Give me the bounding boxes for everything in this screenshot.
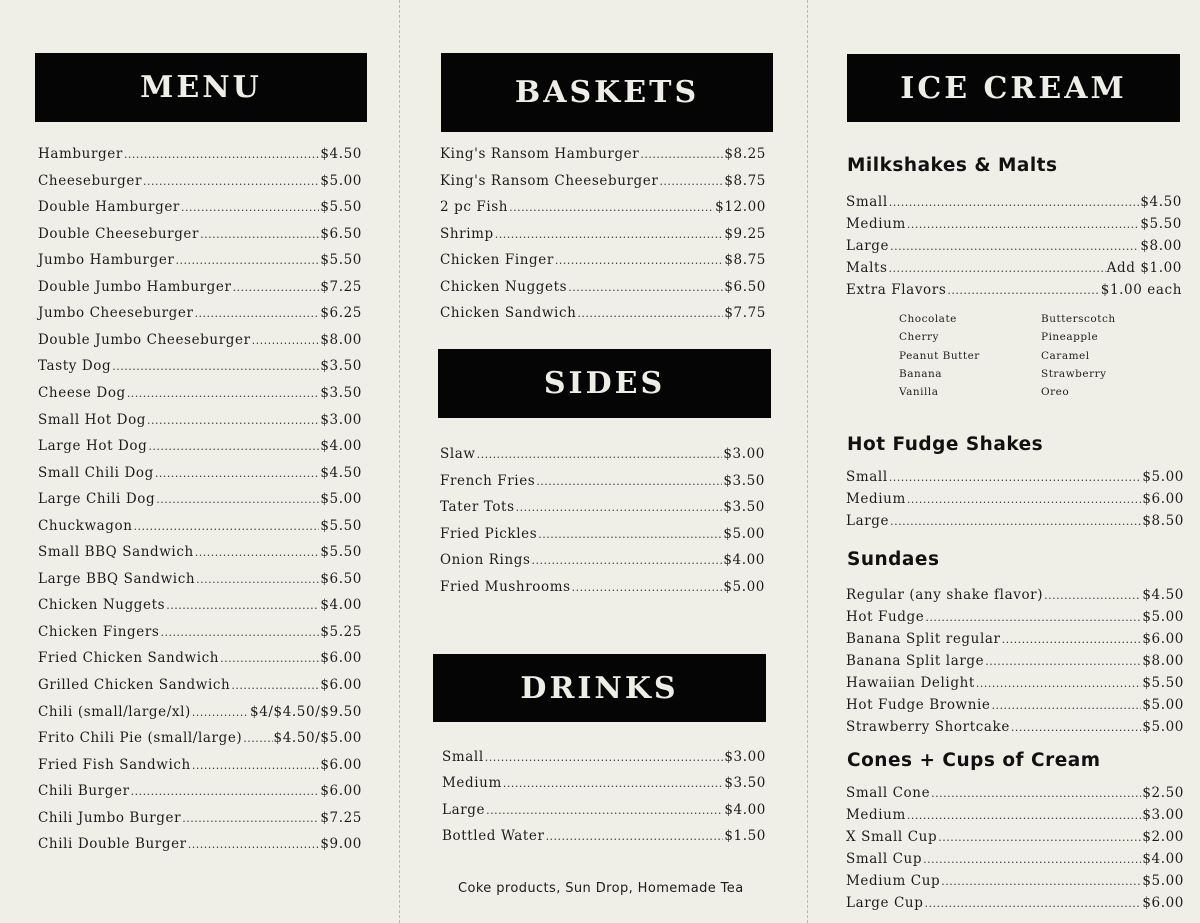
- item-name: Malts: [846, 260, 888, 276]
- dot-leader: [532, 554, 723, 567]
- item-name: King's Ransom Cheeseburger: [440, 172, 659, 189]
- item-price: $12.00: [715, 199, 766, 215]
- item-name: Large Hot Dog: [38, 438, 148, 455]
- item-name: 2 pc Fish: [440, 199, 509, 215]
- item-name: Grilled Chicken Sandwich: [38, 677, 231, 693]
- list-item: [38, 836, 362, 852]
- menu-title: MENU: [140, 70, 262, 105]
- item-price: $3.50: [320, 358, 362, 375]
- dot-leader: [640, 148, 723, 161]
- item-price: $3.00: [320, 411, 362, 428]
- item-name: Small: [846, 194, 888, 210]
- list-item: [38, 199, 362, 215]
- dot-leader: [220, 652, 319, 665]
- item-price: $5.00: [723, 578, 765, 595]
- dot-leader: [485, 751, 724, 764]
- list-item: [38, 385, 362, 401]
- item-name: Fried Pickles: [440, 525, 538, 542]
- dot-leader: [124, 148, 319, 161]
- item-price: $4.50: [320, 146, 362, 162]
- list-item: [38, 677, 362, 693]
- dot-leader: [923, 853, 1141, 866]
- item-price: $4.00: [1142, 851, 1184, 867]
- item-price: $3.00: [724, 749, 766, 765]
- flavor-item: Oreo: [1041, 386, 1070, 399]
- item-price: $7.75: [724, 305, 766, 321]
- item-name: Jumbo Hamburger: [38, 252, 175, 269]
- dot-leader: [931, 787, 1141, 800]
- ice-cream-title: ICE CREAM: [900, 70, 1127, 106]
- dot-leader: [924, 897, 1141, 910]
- flavor-item: Butterscotch: [1041, 313, 1116, 325]
- dot-leader: [503, 777, 723, 790]
- item-name: Cheeseburger: [38, 172, 142, 189]
- list-item: [440, 173, 766, 189]
- item-price: $7.25: [320, 809, 362, 826]
- item-name: Hot Fudge: [846, 609, 925, 625]
- item-price: $6.25: [320, 305, 362, 322]
- list-item: [440, 473, 765, 489]
- list-item: [38, 810, 362, 826]
- dot-leader: [127, 387, 320, 400]
- dot-leader: [192, 759, 320, 772]
- sides-title: SIDES: [543, 366, 666, 401]
- item-name: Jumbo Cheeseburger: [38, 305, 194, 322]
- item-price: $3.50: [724, 775, 766, 792]
- item-price: $5.50: [320, 252, 362, 269]
- item-price: $6.00: [1142, 631, 1184, 647]
- item-name: Small BBQ Sandwich: [38, 544, 194, 561]
- drinks-banner: [433, 654, 766, 722]
- list-item: [440, 526, 765, 542]
- list-item: [846, 697, 1184, 713]
- item-name: Fried Chicken Sandwich: [38, 650, 220, 667]
- dot-leader: [243, 732, 272, 745]
- item-name: Hot Fudge Brownie: [846, 697, 991, 713]
- item-name: Small Chili Dog: [38, 464, 154, 481]
- item-name: Large: [442, 801, 486, 818]
- item-name: Frito Chili Pie (small/large): [38, 730, 243, 747]
- item-price: $4.50: [1142, 587, 1184, 603]
- item-name: Extra Flavors: [846, 282, 947, 298]
- dot-leader: [509, 201, 714, 214]
- item-name: Small: [442, 749, 484, 765]
- item-name: Strawberry Shortcake: [846, 719, 1010, 735]
- item-price: $1.00 each: [1100, 282, 1182, 298]
- baskets-banner: [441, 53, 773, 132]
- item-name: Double Jumbo Hamburger: [38, 278, 232, 295]
- item-name: Small: [846, 469, 888, 485]
- list-item: [846, 282, 1182, 298]
- list-item: [846, 194, 1182, 210]
- dot-leader: [195, 307, 320, 320]
- item-name: Chicken Sandwich: [440, 305, 577, 321]
- column-divider-left: [399, 0, 400, 923]
- item-price: $6.00: [320, 783, 362, 800]
- dot-leader: [546, 830, 724, 843]
- item-price: $4.00: [320, 438, 362, 455]
- drinks-title: DRINKS: [520, 670, 679, 706]
- item-price: $9.00: [320, 836, 362, 853]
- dot-leader: [907, 218, 1139, 231]
- list-item: [38, 650, 362, 666]
- dot-leader: [1011, 721, 1141, 734]
- dot-leader: [200, 228, 319, 241]
- list-item: [846, 216, 1182, 232]
- item-price: $6.00: [320, 677, 362, 693]
- item-price: Add $1.00: [1106, 260, 1182, 276]
- list-item: [846, 785, 1184, 801]
- flavor-item: Caramel: [1041, 349, 1090, 362]
- dot-leader: [166, 599, 319, 612]
- list-item: [846, 260, 1182, 276]
- item-price: $6.50: [320, 225, 362, 242]
- item-price: $3.50: [723, 499, 765, 515]
- dot-leader: [890, 240, 1139, 253]
- item-price: $4/$4.50/$9.50: [250, 703, 362, 720]
- milkshakes-heading: Milkshakes & Malts: [847, 155, 1058, 176]
- item-price: $5.25: [320, 623, 362, 640]
- ice-cream-banner: [847, 54, 1180, 122]
- dot-leader: [659, 175, 723, 188]
- item-name: Hawaiian Delight: [846, 675, 975, 691]
- dot-leader: [188, 838, 320, 851]
- list-item: [38, 624, 362, 640]
- list-item: [440, 199, 766, 215]
- dot-leader: [889, 471, 1142, 484]
- item-price: $4.50: [320, 464, 362, 481]
- list-item: [440, 579, 765, 595]
- dot-leader: [233, 281, 320, 294]
- dot-leader: [147, 414, 319, 427]
- dot-leader: [536, 475, 722, 488]
- dot-leader: [175, 254, 319, 267]
- dot-leader: [112, 360, 319, 373]
- dot-leader: [572, 581, 723, 594]
- list-item: [38, 173, 362, 189]
- dot-leader: [568, 281, 723, 294]
- item-name: Hamburger: [38, 146, 123, 162]
- dot-leader: [160, 626, 319, 639]
- list-item: [846, 873, 1184, 889]
- item-name: Cheese Dog: [38, 384, 126, 401]
- item-price: $5.50: [320, 544, 362, 561]
- item-name: Double Hamburger: [38, 199, 180, 216]
- item-price: $5.00: [320, 172, 362, 189]
- list-item: [440, 252, 766, 268]
- dot-leader: [1002, 633, 1142, 646]
- item-name: Chicken Fingers: [38, 623, 160, 640]
- dot-leader: [992, 699, 1142, 712]
- item-name: Chili Burger: [38, 783, 130, 800]
- item-price: $6.00: [320, 650, 362, 667]
- item-price: $5.00: [1142, 873, 1184, 889]
- item-name: Chili Jumbo Burger: [38, 809, 182, 826]
- item-price: $3.50: [320, 384, 362, 401]
- item-name: Small Cup: [846, 851, 923, 867]
- list-item: [440, 305, 766, 321]
- item-name: Regular (any shake flavor): [846, 587, 1044, 603]
- dot-leader: [538, 528, 722, 541]
- item-price: $9.25: [724, 225, 766, 242]
- list-item: [38, 544, 362, 560]
- item-price: $3.00: [723, 446, 765, 462]
- list-item: [38, 571, 362, 587]
- dot-leader: [156, 493, 319, 506]
- column-divider-right: [807, 0, 808, 923]
- list-item: [846, 807, 1184, 823]
- item-price: $8.50: [1142, 513, 1184, 529]
- dot-leader: [231, 679, 319, 692]
- item-name: Chicken Nuggets: [440, 278, 568, 295]
- item-name: Chicken Nuggets: [38, 597, 166, 614]
- list-item: [38, 252, 362, 268]
- dot-leader: [148, 440, 319, 453]
- item-price: $6.00: [1142, 491, 1184, 507]
- flavor-item: Peanut Butter: [899, 349, 980, 362]
- sides-banner: [438, 349, 771, 418]
- list-item: [846, 851, 1184, 867]
- item-name: Bottled Water: [442, 827, 545, 844]
- list-item: [846, 719, 1184, 735]
- item-price: $8.00: [1140, 238, 1182, 254]
- list-item: [440, 552, 765, 568]
- item-price: $5.00: [1142, 609, 1184, 625]
- item-name: Double Jumbo Cheeseburger: [38, 331, 251, 348]
- list-item: [38, 279, 362, 295]
- list-item: [846, 675, 1184, 691]
- item-price: $5.00: [1142, 719, 1184, 735]
- item-price: $4.00: [724, 801, 766, 818]
- flavor-item: Cherry: [899, 331, 939, 344]
- dot-leader: [925, 611, 1141, 624]
- item-price: $3.00: [1142, 807, 1184, 823]
- item-name: Chili Double Burger: [38, 836, 187, 853]
- item-name: Banana Split large: [846, 653, 985, 669]
- item-price: $6.00: [320, 756, 362, 773]
- item-name: X Small Cup: [846, 829, 938, 845]
- list-item: [440, 446, 765, 462]
- item-price: $4.00: [320, 597, 362, 614]
- list-item: [38, 465, 362, 481]
- item-price: $4.50/$5.00: [273, 730, 362, 747]
- list-item: [38, 438, 362, 454]
- list-item: [38, 757, 362, 773]
- item-name: Fried Mushrooms: [440, 578, 571, 595]
- item-name: Small Hot Dog: [38, 411, 147, 428]
- item-name: Medium: [846, 491, 906, 507]
- item-name: King's Ransom Hamburger: [440, 146, 640, 162]
- dot-leader: [486, 804, 723, 817]
- item-name: Large Chili Dog: [38, 491, 156, 508]
- item-price: $8.25: [724, 146, 766, 162]
- dot-leader: [889, 262, 1106, 275]
- dot-leader: [907, 493, 1141, 506]
- item-price: $5.00: [320, 491, 362, 508]
- dot-leader: [155, 467, 319, 480]
- list-item: [38, 783, 362, 799]
- list-item: [846, 631, 1184, 647]
- list-item: [846, 469, 1184, 485]
- list-item: [38, 597, 362, 613]
- dot-leader: [131, 785, 320, 798]
- flavor-item: Chocolate: [899, 313, 957, 325]
- item-price: $8.00: [1142, 653, 1184, 669]
- dot-leader: [907, 809, 1141, 822]
- list-item: [38, 305, 362, 321]
- dot-leader: [976, 677, 1141, 690]
- item-price: $2.00: [1142, 829, 1184, 845]
- list-item: [38, 146, 362, 162]
- item-price: $5.00: [1142, 469, 1184, 485]
- flavor-item: Banana: [899, 367, 943, 380]
- dot-leader: [495, 228, 724, 241]
- dot-leader: [947, 284, 1099, 297]
- cones-heading: Cones + Cups of Cream: [847, 750, 1101, 771]
- item-name: Tasty Dog: [38, 358, 112, 375]
- list-item: [38, 412, 362, 428]
- list-item: [846, 609, 1184, 625]
- item-name: Banana Split regular: [846, 631, 1001, 647]
- flavor-item: Pineapple: [1041, 331, 1099, 344]
- list-item: [440, 146, 766, 162]
- dot-leader: [516, 501, 723, 514]
- item-price: $7.25: [320, 278, 362, 295]
- hot-fudge-heading: Hot Fudge Shakes: [847, 434, 1044, 455]
- dot-leader: [577, 307, 723, 320]
- item-name: Tater Tots: [440, 499, 515, 515]
- item-price: $5.50: [1140, 216, 1182, 232]
- list-item: [846, 513, 1184, 529]
- item-price: $6.50: [320, 570, 362, 587]
- item-price: $8.00: [320, 331, 362, 348]
- list-item: [38, 518, 362, 534]
- item-name: Large Cup: [846, 895, 924, 911]
- flavor-item: Vanilla: [899, 386, 939, 399]
- item-name: French Fries: [440, 472, 536, 489]
- item-price: $3.50: [723, 472, 765, 489]
- dot-leader: [890, 515, 1141, 528]
- list-item: [442, 775, 766, 791]
- dot-leader: [192, 706, 249, 719]
- baskets-title: BASKETS: [514, 75, 700, 110]
- item-price: $1.50: [724, 827, 766, 844]
- dot-leader: [252, 334, 320, 347]
- list-item: [442, 828, 766, 844]
- item-name: Double Cheeseburger: [38, 225, 200, 242]
- list-item: [846, 653, 1184, 669]
- item-name: Chuckwagon: [38, 517, 133, 534]
- item-name: Slaw: [440, 446, 476, 462]
- dot-leader: [941, 875, 1141, 888]
- list-item: [846, 587, 1184, 603]
- item-name: Onion Rings: [440, 552, 531, 568]
- drinks-note: Coke products, Sun Drop, Homemade Tea: [458, 881, 744, 896]
- dot-leader: [181, 201, 319, 214]
- item-name: Medium: [846, 807, 906, 823]
- list-item: [846, 829, 1184, 845]
- item-name: Medium Cup: [846, 873, 941, 889]
- item-price: $5.50: [320, 517, 362, 534]
- item-price: $2.50: [1142, 785, 1184, 801]
- menu-banner: [35, 53, 367, 122]
- dot-leader: [182, 812, 319, 825]
- sundaes-heading: Sundaes: [847, 549, 940, 570]
- dot-leader: [477, 448, 723, 461]
- list-item: [38, 730, 362, 746]
- item-price: $8.75: [724, 252, 766, 268]
- item-name: Small Cone: [846, 785, 931, 801]
- list-item: [442, 802, 766, 818]
- flavor-item: Strawberry: [1041, 367, 1107, 380]
- list-item: [846, 238, 1182, 254]
- item-price: $5.00: [723, 525, 765, 542]
- item-price: $4.00: [723, 552, 765, 568]
- item-price: $5.00: [1142, 697, 1184, 713]
- item-name: Chicken Finger: [440, 252, 554, 268]
- dot-leader: [195, 546, 320, 559]
- dot-leader: [143, 175, 319, 188]
- list-item: [440, 499, 765, 515]
- item-price: $5.50: [320, 199, 362, 216]
- dot-leader: [889, 196, 1140, 209]
- item-name: Medium: [442, 775, 502, 792]
- list-item: [440, 279, 766, 295]
- item-price: $5.50: [1142, 675, 1184, 691]
- item-name: Shrimp: [440, 225, 494, 242]
- item-name: Large: [846, 238, 890, 254]
- item-name: Fried Fish Sandwich: [38, 756, 191, 773]
- item-price: $6.00: [1142, 895, 1184, 911]
- item-name: Large BBQ Sandwich: [38, 570, 196, 587]
- dot-leader: [985, 655, 1141, 668]
- item-name: Medium: [846, 216, 906, 232]
- list-item: [846, 895, 1184, 911]
- list-item: [440, 226, 766, 242]
- dot-leader: [555, 254, 723, 267]
- list-item: [846, 491, 1184, 507]
- item-name: Chili (small/large/xl): [38, 703, 191, 720]
- list-item: [38, 704, 362, 720]
- dot-leader: [196, 573, 319, 586]
- dot-leader: [938, 831, 1141, 844]
- item-price: $8.75: [724, 172, 766, 189]
- item-name: Large: [846, 513, 890, 529]
- item-price: $4.50: [1140, 194, 1182, 210]
- item-price: $6.50: [724, 278, 766, 295]
- list-item: [38, 358, 362, 374]
- list-item: [38, 226, 362, 242]
- list-item: [38, 332, 362, 348]
- dot-leader: [134, 520, 320, 533]
- dot-leader: [1044, 589, 1141, 602]
- list-item: [442, 749, 766, 765]
- list-item: [38, 491, 362, 507]
